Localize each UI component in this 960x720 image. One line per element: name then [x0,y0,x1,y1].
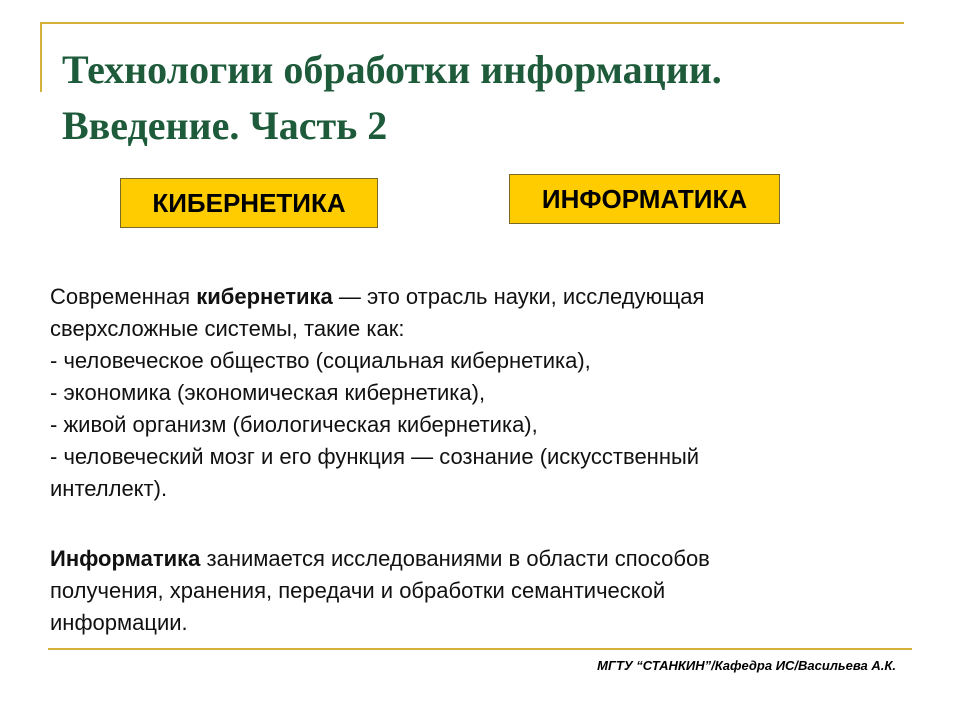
informatics-line-1 [50,543,870,575]
informatics-line-2: получения, хранения, передачи и обработки семантической [50,578,666,603]
cybernetics-paragraph [50,281,870,505]
bottom-rule [48,648,912,650]
title-line-1: Технологии обработки информации. [62,47,722,92]
list-item: - экономика (экономическая кибернетика), [50,380,486,405]
footer-credit: МГТУ “СТАНКИН”/Кафедра ИС/Васильева А.К. [597,658,896,673]
informatics-after: занимается исследованиями в области способов [200,546,710,571]
left-rule [40,22,42,92]
intro-before: Современная [50,284,197,309]
list-item: - человеческий мозг и его функция — сознание (искусственный [50,444,700,469]
term-box-cybernetics: КИБЕРНЕТИКА [120,178,378,228]
top-rule [40,22,904,24]
cybernetics-term: кибернетика [196,284,333,309]
term-box-informatics: ИНФОРМАТИКА [509,174,780,224]
list-item: - человеческое общество (социальная кибернетика), [50,348,591,373]
intro-after: — это отрасль науки, исследующая [332,284,705,309]
informatics-term: Информатика [50,546,201,571]
cybernetics-intro-line [50,281,870,313]
cybernetics-intro-continuation: сверхсложные системы, такие как: [50,316,405,341]
list-item: - живой организм (биологическая кибернетика), [50,412,538,437]
informatics-line-3: информации. [50,610,188,635]
slide-title [62,42,922,154]
list-item: интеллект). [50,476,168,501]
title-line-2: Введение. Часть 2 [62,103,388,148]
informatics-paragraph [50,543,870,639]
